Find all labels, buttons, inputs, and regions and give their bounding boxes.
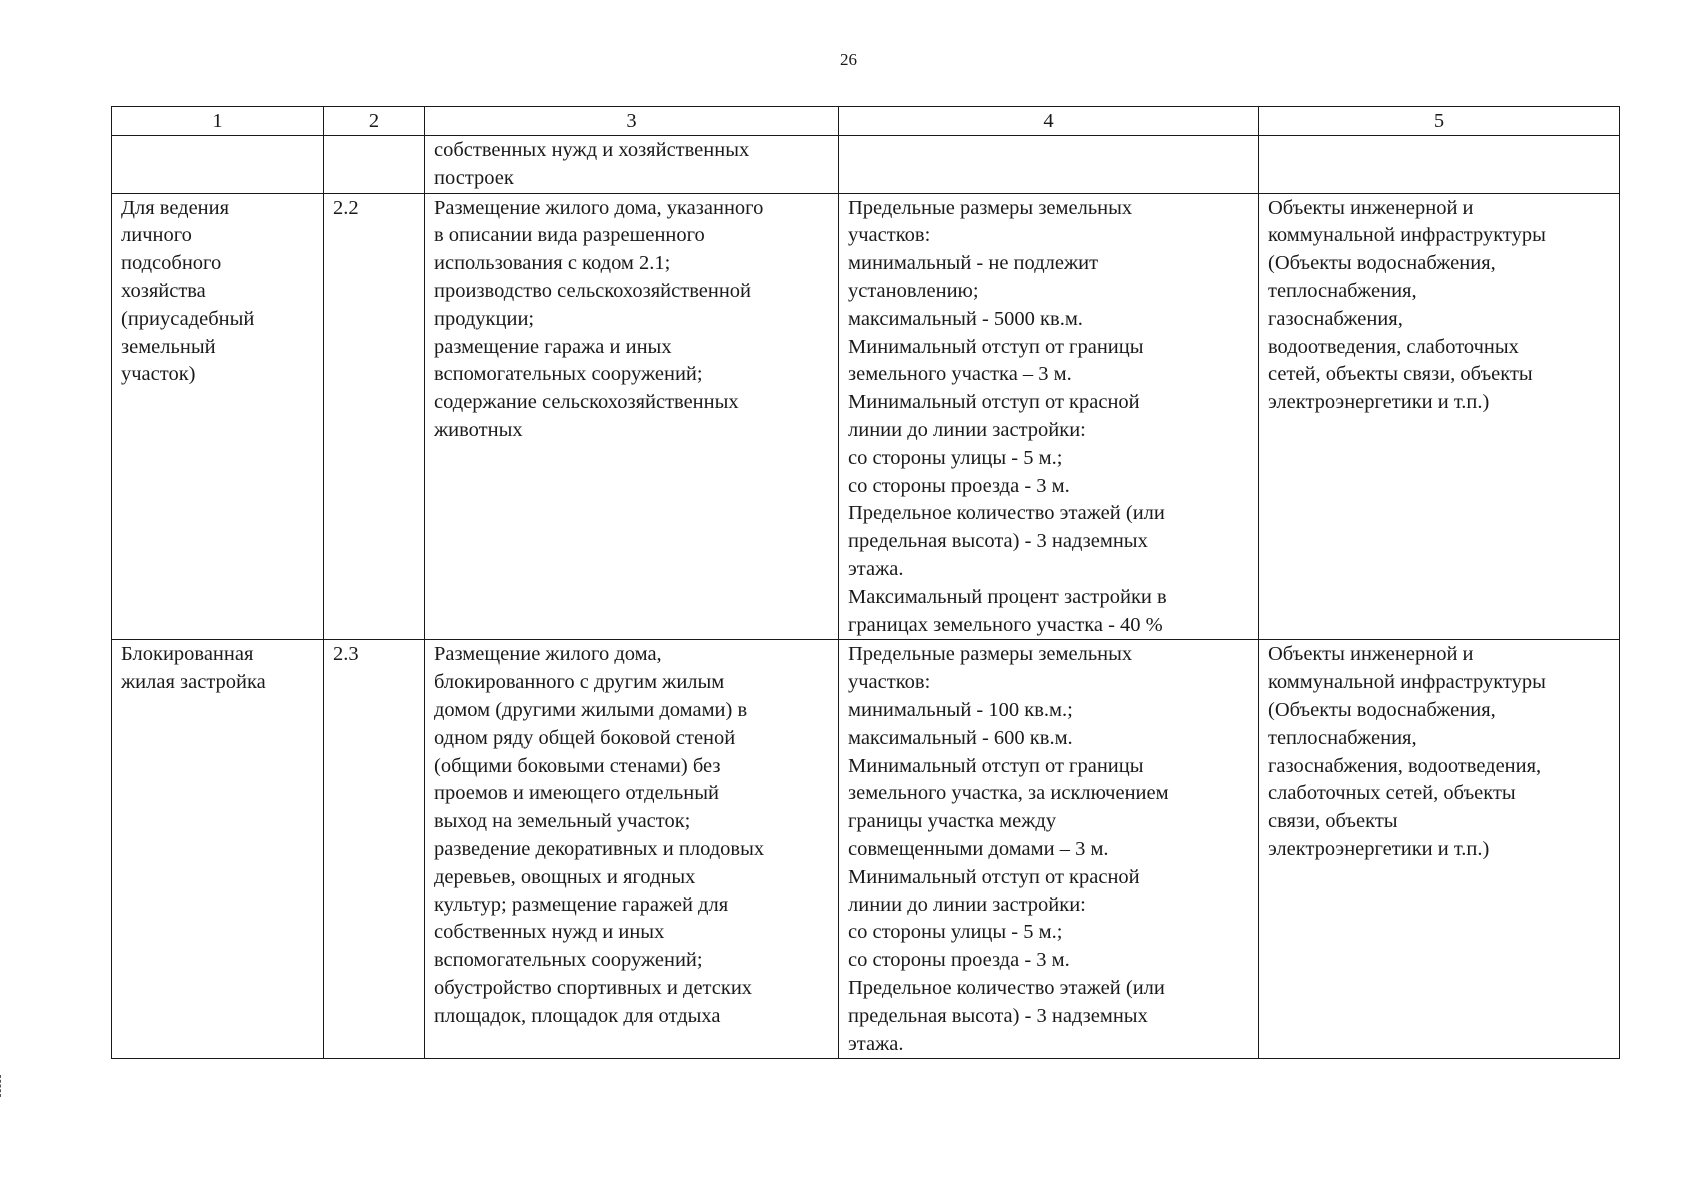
column-header-1: 1 — [112, 107, 324, 136]
text-line: деревьев, овощных и ягодных — [434, 865, 696, 888]
text-line: связи, объекты — [1268, 810, 1398, 833]
land-use-table — [111, 106, 1620, 1059]
text-line: одном ряду общей боковой стеной — [434, 726, 736, 749]
text-line: участков: — [848, 224, 931, 247]
text-line: блокированного с другим жилым — [434, 671, 725, 694]
cell-empty — [839, 136, 1259, 194]
text-line: личного — [121, 224, 192, 247]
text-line: Для ведения — [121, 196, 230, 219]
text-line: водоотведения, слаботочных — [1268, 335, 1519, 358]
text-line: минимальный - 100 кв.м.; — [848, 698, 1073, 721]
text-line: со стороны улицы - 5 м.; — [848, 921, 1063, 944]
text-line: предельная высота) - 3 надземных — [848, 1004, 1148, 1027]
text-line: в описании вида разрешенного — [434, 224, 705, 247]
text-line: вспомогательных сооружений; — [434, 949, 703, 972]
cell-empty — [1259, 136, 1620, 194]
text-line: со стороны проезда - 3 м. — [848, 474, 1070, 497]
text-line: собственных нужд и хозяйственных — [434, 139, 750, 161]
text-line: Минимальный отступ от красной — [848, 865, 1140, 888]
cell-use-name — [112, 640, 324, 1059]
cell-parameters — [839, 193, 1259, 640]
text-line: Минимальный отступ от границы — [848, 754, 1144, 777]
text-line: линии до линии застройки: — [848, 418, 1086, 441]
text-line: Минимальный отступ от границы — [848, 335, 1144, 358]
text-line: животных — [434, 418, 523, 441]
text-line: коммунальной инфраструктуры — [1268, 224, 1546, 247]
table-header-row — [112, 107, 1620, 136]
text-line: продукции; — [434, 307, 535, 330]
text-line: собственных нужд и иных — [434, 921, 665, 944]
page-number: 26 — [840, 50, 857, 69]
text-line: домом (другими жилыми домами) в — [434, 698, 748, 721]
text-line: этажа. — [848, 1032, 904, 1055]
cell-use-description — [425, 640, 839, 1059]
text-line: производство сельскохозяйственной — [434, 279, 752, 302]
text-line: (Объекты водоснабжения, — [1268, 252, 1496, 275]
text-line: размещение гаража и иных — [434, 335, 672, 358]
text-line: Максимальный процент застройки в — [848, 585, 1167, 608]
cell-continued-description — [425, 136, 839, 194]
cell-empty — [324, 136, 425, 194]
text-line: Блокированная — [121, 643, 254, 666]
text-line: Предельные размеры земельных — [848, 643, 1133, 666]
text-line: земельного участка – 3 м. — [848, 363, 1072, 386]
text-line: площадок, площадок для отдыха — [434, 1004, 721, 1027]
text-line: выход на земельный участок; — [434, 810, 691, 833]
text-line: содержание сельскохозяйственных — [434, 391, 739, 414]
text-line: хозяйства — [121, 279, 206, 302]
cell-use-name — [112, 193, 324, 640]
cell-use-code: 2.3 — [324, 640, 425, 1059]
cell-infrastructure — [1259, 193, 1620, 640]
column-header-2: 2 — [324, 107, 425, 136]
text-line: минимальный - не подлежит — [848, 252, 1099, 275]
column-header-4: 4 — [839, 107, 1259, 136]
text-line: проемов и имеющего отдельный — [434, 782, 719, 805]
text-line: максимальный - 600 кв.м. — [848, 726, 1073, 749]
text-line: электроэнергетики и т.п.) — [1268, 837, 1490, 860]
text-line: культур; размещение гаражей для — [434, 893, 729, 916]
text-line: Предельное количество этажей (или — [848, 976, 1165, 999]
text-line: со стороны улицы - 5 м.; — [848, 446, 1063, 469]
table-row — [112, 640, 1620, 1059]
text-line: предельная высота) - 3 надземных — [848, 530, 1148, 553]
text-line: земельного участка, за исключением — [848, 782, 1169, 805]
text-line: подсобного — [121, 252, 222, 275]
table-row-continued — [112, 136, 1620, 194]
text-line: максимальный - 5000 кв.м. — [848, 307, 1083, 330]
text-line: жилая застройка — [121, 671, 266, 694]
text-line: (общими боковыми стенами) без — [434, 754, 721, 777]
text-line: построек — [434, 166, 514, 189]
cell-infrastructure — [1259, 640, 1620, 1059]
text-line: (приусадебный — [121, 307, 255, 330]
column-header-3: 3 — [425, 107, 839, 136]
text-line: Размещение жилого дома, — [434, 643, 662, 666]
text-line: использования с кодом 2.1; — [434, 252, 671, 275]
text-line: вспомогательных сооружений; — [434, 363, 703, 386]
text-line: Объекты инженерной и — [1268, 643, 1474, 666]
text-line: Объекты инженерной и — [1268, 196, 1474, 219]
cell-parameters — [839, 640, 1259, 1059]
text-line: Предельное количество этажей (или — [848, 502, 1165, 525]
text-line: Предельные размеры земельных — [848, 196, 1133, 219]
text-line: земельный — [121, 335, 216, 358]
text-line: совмещенными домами – 3 м. — [848, 837, 1109, 860]
text-line: теплоснабжения, — [1268, 726, 1417, 749]
text-line: обустройство спортивных и детских — [434, 976, 753, 999]
text-line: этажа. — [848, 557, 904, 580]
text-line: установлению; — [848, 279, 979, 302]
text-line: теплоснабжения, — [1268, 279, 1417, 302]
text-line: электроэнергетики и т.п.) — [1268, 391, 1490, 414]
table-row — [112, 193, 1620, 640]
text-line: разведение декоративных и плодовых — [434, 837, 765, 860]
text-line: участок) — [121, 363, 196, 386]
text-line: газоснабжения, — [1268, 307, 1403, 330]
text-line: линии до линии застройки: — [848, 893, 1086, 916]
text-line: слаботочных сетей, объекты — [1268, 782, 1516, 805]
text-line: границы участка между — [848, 810, 1057, 833]
text-line: (Объекты водоснабжения, — [1268, 698, 1496, 721]
text-line: Размещение жилого дома, указанного — [434, 196, 764, 219]
text-line: со стороны проезда - 3 м. — [848, 949, 1070, 972]
column-header-5: 5 — [1259, 107, 1620, 136]
text-line: границах земельного участка - 40 % — [848, 613, 1163, 636]
cell-use-code: 2.2 — [324, 193, 425, 640]
text-line: Минимальный отступ от красной — [848, 391, 1140, 414]
cell-use-description — [425, 193, 839, 640]
scan-margin-mark — [0, 1075, 4, 1097]
cell-empty — [112, 136, 324, 194]
text-line: коммунальной инфраструктуры — [1268, 671, 1546, 694]
text-line: участков: — [848, 671, 931, 694]
text-line: газоснабжения, водоотведения, — [1268, 754, 1542, 777]
text-line: сетей, объекты связи, объекты — [1268, 363, 1533, 386]
